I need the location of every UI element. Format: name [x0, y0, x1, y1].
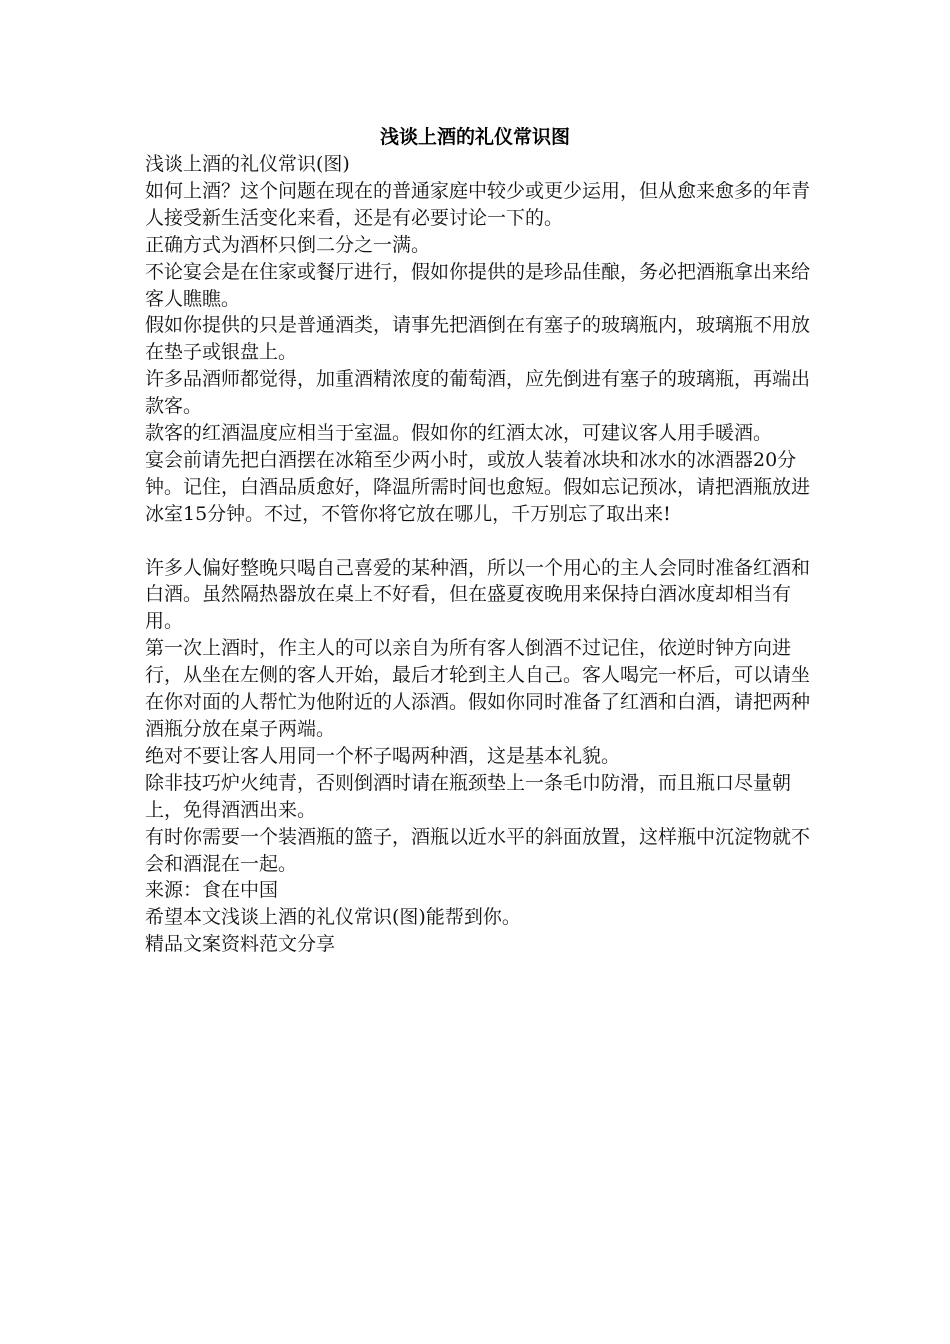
document-title: 浅谈上酒的礼仪常识图 — [379, 126, 570, 148]
paragraph: 许多人偏好整晚只喝自己喜爱的某种酒，所以一个用心的主人会同时准备红酒和白酒。虽然隔热器放在桌上不好看，但在盛夏夜晚用来保持白酒冰度却相当有用。 — [145, 556, 811, 633]
paragraph-closing: 希望本文浅谈上酒的礼仪常识(图)能帮到你。 — [145, 906, 521, 929]
paragraph: 有时你需要一个装酒瓶的篮子，酒瓶以近水平的斜面放置，这样瓶中沉淀物就不会和酒混在一起。 — [145, 825, 811, 875]
paragraph: 除非技巧炉火纯青，否则倒酒时请在瓶颈垫上一条毛巾防滑，而且瓶口尽量朝上，免得酒洒出来。 — [145, 771, 792, 821]
document-body — [145, 151, 813, 958]
paragraph-subtitle: 浅谈上酒的礼仪常识(图) — [145, 153, 350, 175]
paragraph-footer: 精品文案资料范文分享 — [145, 933, 336, 956]
paragraph: 假如你提供的只是普通酒类，请事先把酒倒在有塞子的玻璃瓶内，玻璃瓶不用放在垫子或银盘上。 — [145, 314, 811, 364]
paragraph: 宴会前请先把白酒摆在冰箱至少两小时，或放人装着冰块和冰水的冰酒器20分钟。记住，白酒品质愈好，降温所需时间也愈短。假如忘记预冰，请把酒瓶放进冰室15分钟。不过，不管你将它放在哪儿，千万别忘了取出来! — [145, 448, 811, 525]
paragraph-source: 来源：食在中国 — [145, 879, 279, 902]
paragraph: 绝对不要让客人用同一个杯子喝两种酒，这是基本礼貌。 — [145, 744, 621, 767]
paragraph: 不论宴会是在住家或餐厅进行，假如你提供的是珍品佳酿，务必把酒瓶拿出来给客人瞧瞧。 — [145, 260, 811, 310]
paragraph: 第一次上酒时，作主人的可以亲自为所有客人倒酒不过记住，依逆时钟方向进行，从坐在左侧的客人开始，最后才轮到主人自己。客人喝完一杯后，可以请坐在你对面的人帮忙为他附近的人添酒。假如你同时准备了红酒和白酒，请把两种酒瓶分放在桌子两端。 — [145, 637, 811, 741]
paragraph: 正确方式为酒杯只倒二分之一满。 — [145, 233, 431, 256]
paragraph: 许多品酒师都觉得，加重酒精浓度的葡萄酒，应先倒进有塞子的玻璃瓶，再端出款客。 — [145, 368, 811, 418]
blank-line — [145, 528, 813, 555]
paragraph: 款客的红酒温度应相当于室温。假如你的红酒太冰，可建议客人用手暖酒。 — [145, 422, 773, 445]
paragraph: 如何上酒？这个问题在现在的普通家庭中较少或更少运用，但从愈来愈多的年青人接受新生活变化来看，还是有必要讨论一下的。 — [145, 179, 811, 229]
